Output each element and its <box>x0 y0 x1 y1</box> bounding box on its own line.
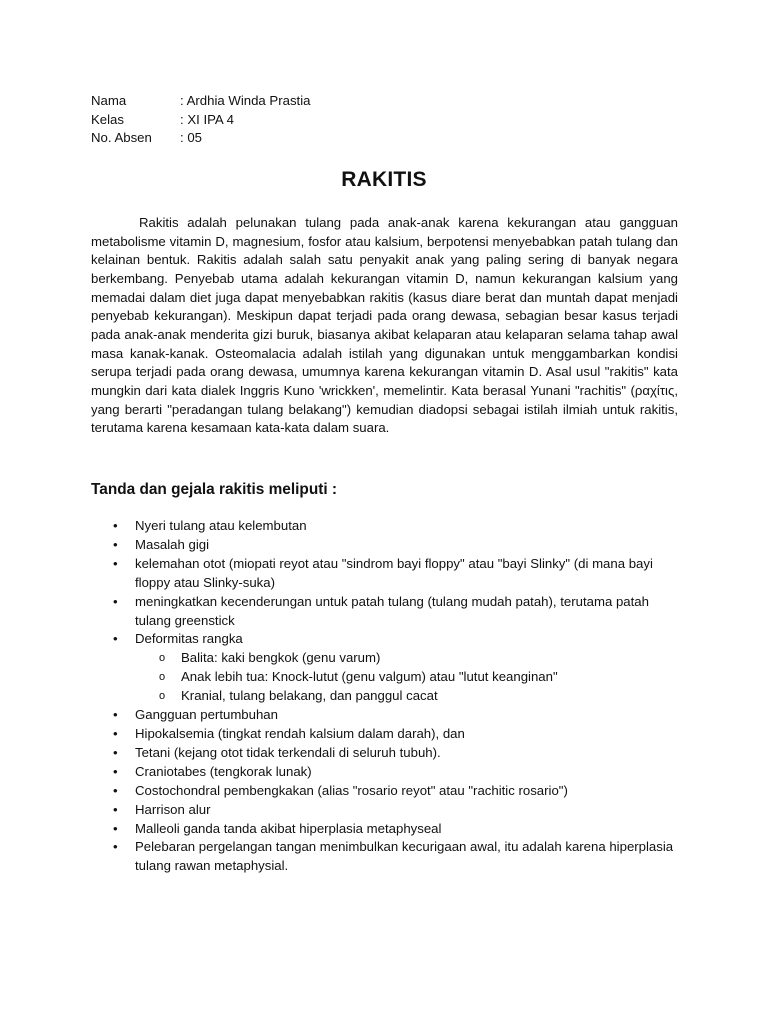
list-item: • Pelebaran pergelangan tangan menimbulkan kecurigaan awal, itu adalah karena hiperplasia tulang rawan metaphysial. <box>91 838 678 876</box>
deformity-sub-list <box>91 649 678 706</box>
symptoms-heading: Tanda dan gejala rakitis meliputi : <box>91 481 338 498</box>
list-item: • meningkatkan kecenderungan untuk patah tulang (tulang mudah patah), terutama patah tulang greenstick <box>91 593 678 631</box>
student-info <box>91 92 310 148</box>
list-item: • Malleoli ganda tanda akibat hiperplasia metaphyseal <box>91 820 678 839</box>
list-item: • Gangguan pertumbuhan <box>91 706 678 725</box>
symptoms-list <box>91 517 678 876</box>
student-name-row <box>91 92 310 111</box>
sub-list-container <box>91 649 678 706</box>
name-value: : Ardhia Winda Prastia <box>180 93 311 108</box>
list-item: • Hipokalsemia (tingkat rendah kalsium dalam darah), dan <box>91 725 678 744</box>
list-item: • Tetani (kejang otot tidak terkendali di seluruh tubuh). <box>91 744 678 763</box>
intro-paragraph: Rakitis adalah pelunakan tulang pada anak-anak karena kekurangan atau gangguan metabolisme vitamin D, magnesium, fosfor atau kalsium, berpotensi menyebabkan patah tulang dan kelainan bentuk. Rakitis adalah salah satu penyakit anak yang paling sering di banyak negara berkembang. Penyebab utama adalah kekurangan vitamin D, namun kekurangan kalsium yang memadai dalam diet juga dapat menyebabkan rakitis (kasus diare berat dan muntah dapat menjadi penyebab kekurangan). Meskipun dapat terjadi pada orang dewasa, sebagian besar kasus terjadi pada anak-anak menderita gizi buruk, biasanya akibat kelaparan atau kelaparan selama tahap awal masa kanak-kanak. Osteomalacia adalah istilah yang digunakan untuk menggambarkan kondisi serupa terjadi pada orang dewasa, umumnya karena kekurangan vitamin D. Asal usul "rakitis" kata mungkin dari kata dialek Inggris Kuno 'wrickken', memelintir. Kata berasal Yunani "rachitis" (ραχίτις, yang berarti "peradangan tulang belakang") kemudian diadopsi sebagai istilah ilmiah untuk rakitis, terutama karena kesamaan kata-kata dalam suara. <box>91 215 678 436</box>
page-title: RAKITIS <box>341 168 427 191</box>
sub-list-item: o Kranial, tulang belakang, dan panggul cacat <box>91 687 678 706</box>
name-label: Nama <box>91 93 127 108</box>
class-label: Kelas <box>91 111 124 127</box>
student-number-row <box>91 129 310 148</box>
class-value: : XI IPA 4 <box>180 111 234 127</box>
number-value: : 05 <box>180 130 202 145</box>
list-item: • kelemahan otot (miopati reyot atau "sindrom bayi floppy" atau "bayi Slinky" (di mana bayi floppy atau Slinky-suka) <box>91 555 678 593</box>
list-item: • Costochondral pembengkakan (alias "rosario reyot" atau "rachitic rosario") <box>91 782 678 801</box>
number-label: No. Absen <box>91 130 152 145</box>
student-class-row <box>91 111 310 130</box>
sub-list-item: o Balita: kaki bengkok (genu varum) <box>91 649 678 668</box>
sub-list-item: o Anak lebih tua: Knock-lutut (genu valgum) atau "lutut keanginan" <box>91 668 678 687</box>
list-item: • Masalah gigi <box>91 536 678 555</box>
list-item: • Harrison alur <box>91 801 678 820</box>
list-item: • Deformitas rangka <box>91 630 678 649</box>
list-item: • Craniotabes (tengkorak lunak) <box>91 763 678 782</box>
list-item: • Nyeri tulang atau kelembutan <box>91 517 678 536</box>
